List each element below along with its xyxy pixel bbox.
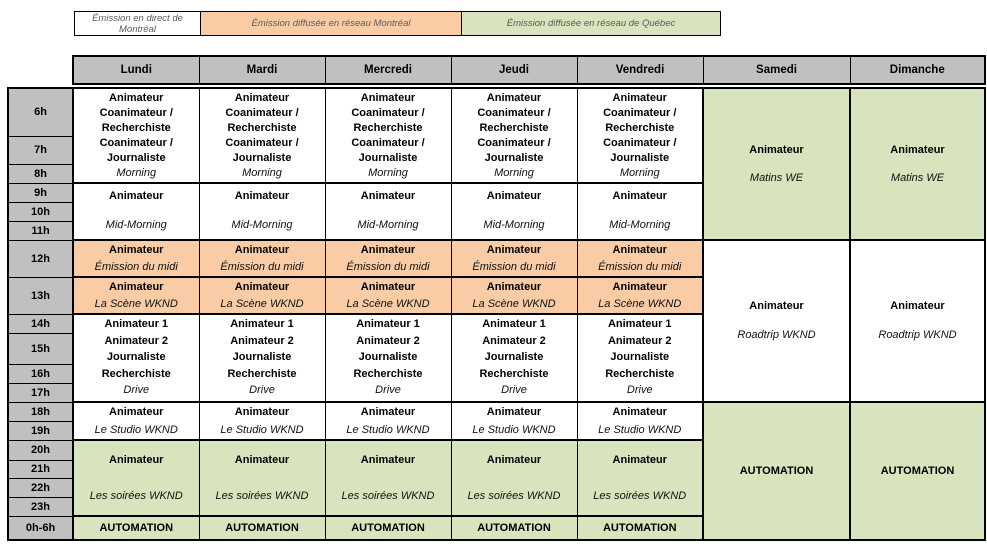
role-name: Animateur — [360, 280, 416, 293]
show-name: Émission du midi — [598, 260, 682, 273]
show-name: Morning — [242, 167, 282, 179]
show-name: Émission du midi — [472, 260, 556, 273]
time-label-13h: 13h — [8, 277, 73, 314]
show-name: Le Studio WKND — [472, 423, 556, 436]
legend-item-direct-montreal — [74, 11, 201, 36]
show-name: Le Studio WKND — [598, 423, 682, 436]
legend-label: Émission diffusée en réseau de Québec — [506, 18, 676, 29]
role-name: Coanimateur / Journaliste — [351, 137, 425, 164]
show-name: Émission du midi — [220, 260, 304, 273]
schedule-cell-mardi-9h — [199, 183, 325, 240]
show-name: Morning — [494, 167, 534, 179]
role-name: Coanimateur / Journaliste — [477, 137, 551, 164]
role-name: Animateur — [612, 190, 667, 202]
schedule-cell-jeudi-13h — [451, 277, 577, 314]
show-name: La Scène WKND — [472, 297, 556, 310]
legend-label: Émission en direct de Montréal — [92, 12, 183, 35]
role-name: Coanimateur / Recherchiste — [225, 107, 299, 134]
show-name: Émission du midi — [94, 260, 178, 273]
show-name: Le Studio WKND — [94, 423, 178, 436]
role-name: Animateur — [890, 143, 945, 156]
role-name: Animateur 1 — [607, 318, 672, 330]
role-name: AUTOMATION — [880, 464, 955, 477]
schedule-cell-lundi-14h — [73, 314, 199, 402]
time-label-9h: 9h — [8, 183, 73, 202]
schedule-cell-vendredi-14h — [577, 314, 703, 402]
role-name: Animateur — [486, 92, 542, 104]
schedule-cell-jeudi-6h — [451, 88, 577, 183]
schedule-cell-mardi-20h — [199, 440, 325, 516]
day-header-vendredi: Vendredi — [577, 56, 703, 84]
time-label-14h: 14h — [8, 314, 73, 333]
time-label-23h: 23h — [8, 497, 73, 516]
schedule-cell-mardi-12h — [199, 240, 325, 277]
show-name: Morning — [368, 167, 408, 179]
role-name: Animateur — [109, 190, 164, 202]
role-name: Animateur — [360, 405, 416, 418]
role-name: Animateur — [486, 243, 542, 256]
time-label-12h: 12h — [8, 240, 73, 277]
schedule-cell-mardi-14h — [199, 314, 325, 402]
show-name: Les soirées WKND — [89, 489, 183, 502]
day-header-mercredi: Mercredi — [325, 56, 451, 84]
schedule-cell-jeudi-12h — [451, 240, 577, 277]
show-name: Morning — [116, 167, 157, 179]
schedule-cell-vendredi-12h — [577, 240, 703, 277]
role-name: Animateur — [234, 453, 290, 466]
legend-label: Émission diffusée en réseau Montréal — [251, 18, 411, 29]
role-name: Animateur 2 — [607, 334, 672, 347]
role-name: Animateur 2 — [482, 334, 546, 347]
role-name: Animateur — [890, 300, 945, 312]
role-name: Journaliste — [106, 351, 166, 363]
schedule-cell-vendredi-20h — [577, 440, 703, 516]
show-name: Drive — [501, 384, 527, 396]
schedule-cell-mardi-6h — [199, 88, 325, 183]
day-header-mardi: Mardi — [199, 56, 325, 84]
role-name: Animateur — [360, 453, 416, 466]
time-label-15h: 15h — [8, 333, 73, 364]
schedule-cell-dimanche-6h — [850, 88, 985, 240]
role-name: Recherchiste — [479, 367, 549, 380]
show-name: Les soirées WKND — [467, 489, 561, 502]
role-name: Animateur — [109, 280, 164, 293]
role-name: Animateur — [612, 243, 667, 256]
schedule-cell-mardi-0h-6h — [199, 516, 325, 540]
role-name: AUTOMATION — [225, 521, 299, 534]
schedule-cell-jeudi-20h — [451, 440, 577, 516]
show-name: Le Studio WKND — [220, 423, 304, 436]
show-name: Mid-Morning — [483, 219, 545, 231]
show-name: Matins WE — [890, 171, 945, 184]
role-name: Recherchiste — [605, 367, 675, 380]
role-name: Animateur 2 — [104, 334, 169, 347]
role-name: Coanimateur / Recherchiste — [351, 107, 425, 134]
show-name: Les soirées WKND — [215, 489, 309, 502]
role-name: Animateur — [486, 280, 542, 293]
role-name: Animateur — [749, 143, 804, 156]
role-name: Coanimateur / Journaliste — [225, 137, 299, 164]
role-name: AUTOMATION — [602, 521, 677, 534]
show-name: Mid-Morning — [231, 219, 293, 231]
role-name: Animateur — [109, 243, 164, 256]
role-name: AUTOMATION — [351, 521, 425, 534]
schedule-cell-mercredi-13h — [325, 277, 451, 314]
show-name: Morning — [619, 167, 660, 179]
schedule-cell-jeudi-0h-6h — [451, 516, 577, 540]
time-row-18h — [8, 402, 985, 421]
schedule-cell-dimanche-18h — [850, 402, 985, 540]
schedule-cell-jeudi-14h — [451, 314, 577, 402]
role-name: Journaliste — [610, 351, 670, 363]
legend — [74, 11, 721, 36]
role-name: Coanimateur / Recherchiste — [603, 107, 677, 134]
show-name: La Scène WKND — [94, 297, 178, 310]
schedule-cell-mercredi-14h — [325, 314, 451, 402]
schedule-cell-lundi-6h — [73, 88, 199, 183]
role-name: Coanimateur / Journaliste — [603, 137, 677, 164]
role-name: Animateur — [612, 280, 667, 293]
day-header-row — [73, 56, 985, 84]
schedule-cell-mercredi-0h-6h — [325, 516, 451, 540]
time-label-6h: 6h — [8, 88, 73, 136]
time-label-16h: 16h — [8, 364, 73, 383]
show-name: Drive — [375, 384, 401, 396]
schedule-cell-mercredi-12h — [325, 240, 451, 277]
role-name: AUTOMATION — [99, 521, 174, 534]
day-header-table — [72, 55, 986, 85]
role-name: Animateur — [109, 405, 164, 418]
schedule-cell-lundi-12h — [73, 240, 199, 277]
role-name: Animateur — [612, 92, 667, 104]
time-label-19h: 19h — [8, 421, 73, 440]
time-label-7h: 7h — [8, 136, 73, 164]
show-name: Mid-Morning — [357, 219, 419, 231]
schedule-cell-mardi-18h — [199, 402, 325, 440]
role-name: Journaliste — [358, 351, 418, 363]
schedule-cell-vendredi-13h — [577, 277, 703, 314]
role-name: Animateur — [612, 405, 667, 418]
schedule-cell-jeudi-18h — [451, 402, 577, 440]
day-header-jeudi: Jeudi — [451, 56, 577, 84]
role-name: Journaliste — [484, 351, 544, 363]
role-name: Animateur — [109, 453, 164, 466]
time-label-11h: 11h — [8, 221, 73, 240]
role-name: Animateur 1 — [356, 318, 420, 330]
schedule-cell-lundi-20h — [73, 440, 199, 516]
role-name: Animateur — [109, 92, 164, 104]
role-name: Animateur 2 — [230, 334, 294, 347]
time-label-0h-6h: 0h-6h — [8, 516, 73, 540]
show-name: Drive — [123, 384, 150, 396]
show-name: Les soirées WKND — [341, 489, 435, 502]
schedule-cell-lundi-9h — [73, 183, 199, 240]
show-name: Mid-Morning — [105, 219, 167, 231]
schedule-cell-samedi-6h — [703, 88, 850, 240]
show-name: Le Studio WKND — [346, 423, 430, 436]
time-label-10h: 10h — [8, 202, 73, 221]
schedule-cell-mercredi-6h — [325, 88, 451, 183]
time-label-22h: 22h — [8, 478, 73, 497]
show-name: La Scène WKND — [220, 297, 304, 310]
role-name: Coanimateur / Recherchiste — [99, 107, 173, 134]
role-name: Recherchiste — [101, 367, 171, 380]
show-name: La Scène WKND — [346, 297, 430, 310]
role-name: Animateur — [234, 190, 290, 202]
role-name: Animateur — [360, 190, 416, 202]
day-header-dimanche: Dimanche — [850, 56, 985, 84]
role-name: Animateur 1 — [230, 318, 294, 330]
schedule-cell-dimanche-12h — [850, 240, 985, 402]
schedule-grid — [7, 87, 986, 541]
role-name: Animateur — [486, 453, 542, 466]
role-name: Animateur — [360, 243, 416, 256]
show-name: Mid-Morning — [609, 219, 671, 231]
role-name: Animateur — [486, 190, 542, 202]
legend-item-reseau-montreal — [200, 11, 462, 36]
schedule-cell-mercredi-9h — [325, 183, 451, 240]
time-label-17h: 17h — [8, 383, 73, 402]
show-name: Roadtrip WKND — [737, 329, 816, 341]
schedule-cell-lundi-18h — [73, 402, 199, 440]
show-name: Drive — [249, 384, 275, 396]
role-name: Journaliste — [232, 351, 292, 363]
show-name: Roadtrip WKND — [878, 329, 957, 341]
show-name: Émission du midi — [346, 260, 430, 273]
schedule-cell-vendredi-9h — [577, 183, 703, 240]
role-name: Recherchiste — [227, 367, 297, 380]
schedule-cell-samedi-12h — [703, 240, 850, 402]
role-name: Animateur 1 — [104, 318, 169, 330]
schedule-cell-mercredi-20h — [325, 440, 451, 516]
schedule-cell-lundi-13h — [73, 277, 199, 314]
schedule-cell-vendredi-0h-6h — [577, 516, 703, 540]
role-name: AUTOMATION — [477, 521, 551, 534]
role-name: Animateur — [612, 453, 667, 466]
role-name: Coanimateur / Journaliste — [99, 137, 173, 164]
legend-item-reseau-quebec — [461, 11, 721, 36]
role-name: Coanimateur / Recherchiste — [477, 107, 551, 134]
schedule-cell-samedi-18h — [703, 402, 850, 540]
schedule-cell-vendredi-18h — [577, 402, 703, 440]
day-header-lundi: Lundi — [73, 56, 199, 84]
show-name: La Scène WKND — [598, 297, 682, 310]
show-name: Matins WE — [749, 171, 804, 184]
schedule-cell-mardi-13h — [199, 277, 325, 314]
role-name: Animateur — [234, 92, 290, 104]
schedule-cell-jeudi-9h — [451, 183, 577, 240]
role-name: Animateur — [360, 92, 416, 104]
time-label-21h: 21h — [8, 460, 73, 478]
show-name: Les soirées WKND — [593, 489, 687, 502]
time-label-20h: 20h — [8, 440, 73, 460]
role-name: Animateur — [234, 405, 290, 418]
schedule-cell-mercredi-18h — [325, 402, 451, 440]
schedule-cell-vendredi-6h — [577, 88, 703, 183]
time-row-6h — [8, 88, 985, 136]
role-name: AUTOMATION — [739, 464, 814, 477]
role-name: Recherchiste — [353, 367, 423, 380]
time-label-18h: 18h — [8, 402, 73, 421]
day-header-samedi: Samedi — [703, 56, 850, 84]
role-name: Animateur — [234, 243, 290, 256]
time-label-8h: 8h — [8, 164, 73, 183]
schedule-cell-lundi-0h-6h — [73, 516, 199, 540]
role-name: Animateur — [486, 405, 542, 418]
time-row-12h — [8, 240, 985, 277]
show-name: Drive — [626, 384, 653, 396]
role-name: Animateur 2 — [356, 334, 420, 347]
role-name: Animateur — [234, 280, 290, 293]
role-name: Animateur — [749, 300, 804, 312]
role-name: Animateur 1 — [482, 318, 546, 330]
